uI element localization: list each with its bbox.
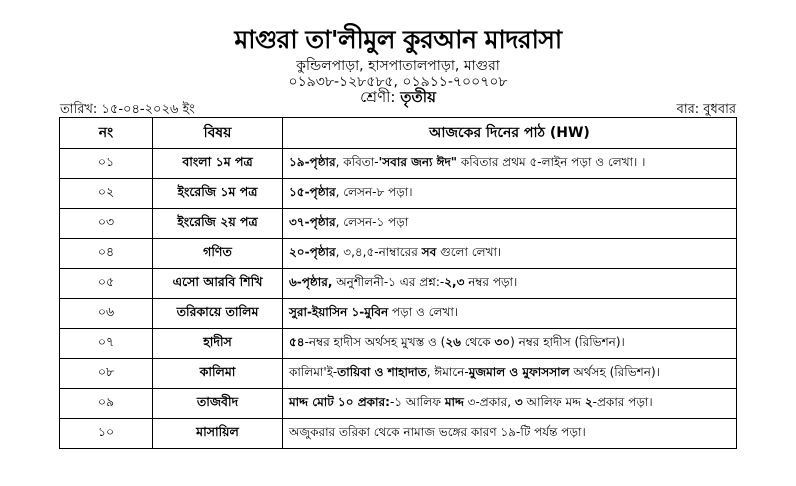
row-number: ০৩ [60,209,153,239]
lesson-segment: নম্বর পড়া। [464,274,518,289]
row-lesson [283,359,737,389]
homework-table [59,117,737,449]
row-subject: ইংরেজি ১ম পত্র [153,179,283,209]
row-lesson [283,209,737,239]
table-row [60,299,737,329]
lesson-segment: আলিফ মদ্দ [522,394,585,409]
lesson-segment: কবিতার প্রথম ৫-লাইন পড়া ও লেখা। । [457,154,646,169]
madrasa-phones: ০১৯৩৮-১২৮৫৮৫, ০১৯১১-৭০০৭০৮ [288,74,508,90]
row-subject: তরিকায়ে তালিম [153,299,283,329]
lesson-segment: সব [421,244,437,259]
lesson-segment: ৩-প্রকার, [463,394,515,409]
table-row [60,329,737,359]
row-lesson [283,419,737,449]
lesson-segment: তায়িবা ও শাহাদাত [337,364,427,379]
table-row [60,269,737,299]
lesson-segment: ) নম্বর হাদীস (রিভিশন)। [510,334,625,349]
table-row [60,389,737,419]
row-number: ১০ [60,419,153,449]
table-body [60,149,737,449]
lesson-segment: 'সবার জন্য ঈদ" [378,154,458,169]
lesson-segment: -নম্বর হাদীস অর্থসহ মুখস্ত ও ( [304,334,446,349]
lesson-segment: ২ [584,394,593,409]
row-subject: কালিমা [153,359,283,389]
row-lesson [283,329,737,359]
row-subject: বাংলা ১ম পত্র [153,149,283,179]
lesson-segment: , কবিতা- [335,154,379,169]
lesson-segment: কালিমা'ই- [289,364,338,379]
lesson-segment: -১ আলিফ [389,394,445,409]
column-header-subject: বিষয় [153,118,283,149]
row-subject: হাদীস [153,329,283,359]
lesson-segment: মাদ্দ [444,394,464,409]
row-number: ০৬ [60,299,153,329]
lesson-segment: অজুকরার তরিকা থেকে নামাজ ভঙ্গের কারণ ১৯-টি পর্যন্ত পড়া। [289,424,586,439]
lesson-segment: অর্থসহ (রিভিশন)। [569,364,660,379]
row-lesson [283,149,737,179]
madrasa-title: মাগুরা তা'লীমুল কুরআন মাদরাসা [234,25,562,54]
column-header-no: নং [60,118,153,149]
row-number: ০১ [60,149,153,179]
lesson-segment: অনুশীলনী-১ এর প্রশ্ন:- [332,274,445,289]
row-subject: গণিত [153,239,283,269]
row-subject: মাসায়িল [153,419,283,449]
row-number: ০৫ [60,269,153,299]
lesson-segment: , লেসন-১ পড়া [335,214,409,229]
table-row [60,359,737,389]
row-lesson [283,299,737,329]
row-number: ০৪ [60,239,153,269]
class-value: তৃতীয় [400,88,436,106]
table-header-row [60,118,737,149]
date-text: তারিখ: ১৫-০৪-২০২৬ ইং [60,102,195,117]
lesson-segment: , ঈমানে- [426,364,469,379]
lesson-segment: মাদ্দ মোট ১০ প্রকার: [289,394,390,409]
row-subject: ইংরেজি ২য় পত্র [153,209,283,239]
lesson-segment: ৩ [514,394,523,409]
lesson-segment: -প্রকার পড়া। [592,394,653,409]
row-number: ০৯ [60,389,153,419]
row-lesson [283,269,737,299]
table-row [60,419,737,449]
lesson-segment: গুলো লেখা। [436,244,502,259]
row-number: ০৭ [60,329,153,359]
table-row [60,149,737,179]
lesson-segment: ২,৩ [444,274,465,289]
table-row [60,239,737,269]
row-subject: এসো আরবি শিখি [153,269,283,299]
lesson-segment: মুজমাল ও মুফাসসাল [468,364,570,379]
lesson-segment: ১৫-পৃষ্ঠার [289,184,336,199]
class-label: শ্রেণী: [360,88,396,106]
lesson-segment: ২০-পৃষ্ঠার [289,244,336,259]
lesson-segment: ২৬ [445,334,461,349]
row-number: ০২ [60,179,153,209]
table-row [60,179,737,209]
row-lesson [283,239,737,269]
lesson-segment: ৩৭-পৃষ্ঠার [289,214,336,229]
row-number: ০৮ [60,359,153,389]
lesson-segment: ৩০ [494,334,511,349]
row-lesson [283,179,737,209]
lesson-segment: ৬-পৃষ্ঠার, [289,274,333,289]
table-row [60,209,737,239]
lesson-segment: ১৯-পৃষ্ঠার [289,154,336,169]
lesson-segment: পড়া ও লেখা। [388,304,459,319]
lesson-segment: থেকে [460,334,495,349]
madrasa-address: কুন্ডিলপাড়া, হাসপাতালপাড়া, মাগুরা [296,58,500,74]
row-subject: তাজবীদ [153,389,283,419]
row-lesson [283,389,737,419]
lesson-segment: ৫৪ [289,334,305,349]
lesson-segment: সুরা-ইয়াসিন ১-মুবিন [289,304,389,319]
lesson-segment: , লেসন-৮ পড়া। [335,184,413,199]
column-header-lesson: আজকের দিনের পাঠ (HW) [283,118,737,149]
weekday-text: বার: বুধবার [676,102,736,117]
lesson-segment: , ৩,৪,৫-নাম্বারের [335,244,422,259]
